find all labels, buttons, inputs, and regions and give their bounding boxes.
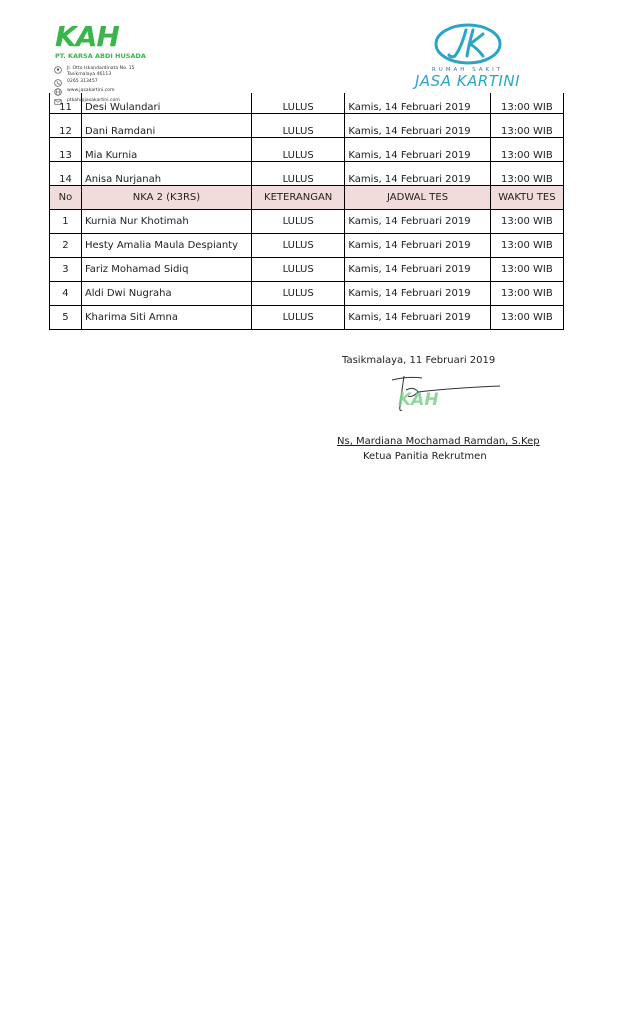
kah-logo-mark: KAH xyxy=(55,20,119,53)
cell-jadwal: Kamis, 14 Februari 2019 xyxy=(345,234,490,258)
cell-no: 11 xyxy=(50,93,82,114)
cell-jadwal: Kamis, 14 Februari 2019 xyxy=(345,282,490,306)
cell-name: Kurnia Nur Khotimah xyxy=(81,210,251,234)
address-line-1: Jl. Otto Iskandardinata No. 15 xyxy=(67,66,135,71)
address-line-2: Tasikmalaya 46113 xyxy=(67,71,112,77)
cell-name: Aldi Dwi Nugraha xyxy=(81,282,251,306)
cell-no: 13 xyxy=(50,138,82,162)
table-row xyxy=(50,234,564,258)
cell-no: 12 xyxy=(50,114,82,138)
table-row xyxy=(50,210,564,234)
header-jadwal: JADWAL TES xyxy=(345,186,490,210)
header-no: No xyxy=(50,186,82,210)
table-row xyxy=(50,282,564,306)
cell-waktu: 13:00 WIB xyxy=(490,210,563,234)
cell-no: 1 xyxy=(50,210,82,234)
cell-name: Dani Ramdani xyxy=(81,114,251,138)
cell-keterangan: LULUS xyxy=(252,258,345,282)
cell-keterangan: LULUS xyxy=(252,306,345,330)
cell-keterangan: LULUS xyxy=(252,138,345,162)
cell-name: Kharima Siti Amna xyxy=(81,306,251,330)
cell-jadwal: Kamis, 14 Februari 2019 xyxy=(345,93,490,114)
cell-keterangan: LULUS xyxy=(252,93,345,114)
cell-waktu: 13:00 WIB xyxy=(490,258,563,282)
cell-jadwal: Kamis, 14 Februari 2019 xyxy=(345,138,490,162)
cell-keterangan: LULUS xyxy=(252,234,345,258)
email[interactable]: ptkah@jasakartini.com xyxy=(67,97,120,103)
table-row xyxy=(50,114,564,138)
cell-name: Hesty Amalia Maula Despianty xyxy=(81,234,251,258)
cell-name: Anisa Nurjanah xyxy=(81,162,251,186)
signature-area xyxy=(362,372,502,432)
table-row xyxy=(50,258,564,282)
cell-keterangan: LULUS xyxy=(252,162,345,186)
cell-name: Fariz Mohamad Sidiq xyxy=(81,258,251,282)
signatory-name: Ns, Mardiana Mochamad Ramdan, S.Kep xyxy=(337,436,540,447)
cell-name: Mia Kurnia xyxy=(81,138,251,162)
cell-waktu: 13:00 WIB xyxy=(490,114,563,138)
cell-keterangan: LULUS xyxy=(252,114,345,138)
jk-emblem-icon xyxy=(433,22,503,66)
table-row xyxy=(50,93,564,114)
contact-address xyxy=(54,66,135,77)
website[interactable]: www.jasakartini.com xyxy=(67,88,115,94)
cell-keterangan: LULUS xyxy=(252,210,345,234)
place-date: Tasikmalaya, 11 Februari 2019 xyxy=(342,355,496,366)
jk-name: JASA KARTINI xyxy=(415,72,520,90)
cell-waktu: 13:00 WIB xyxy=(490,306,563,330)
header-waktu: WAKTU TES xyxy=(490,186,563,210)
cell-waktu: 13:00 WIB xyxy=(490,234,563,258)
phone-icon xyxy=(54,79,62,87)
cell-waktu: 13:00 WIB xyxy=(490,282,563,306)
jasa-kartini-logo xyxy=(400,22,535,89)
cell-jadwal: Kamis, 14 Februari 2019 xyxy=(345,162,490,186)
signatory-title: Ketua Panitia Rekrutmen xyxy=(363,451,487,462)
contact-phone xyxy=(54,79,135,87)
table-row xyxy=(50,162,564,186)
header-keterangan: KETERANGAN xyxy=(252,186,345,210)
cell-jadwal: Kamis, 14 Februari 2019 xyxy=(345,210,490,234)
kah-logo xyxy=(55,22,155,60)
cell-waktu: 13:00 WIB xyxy=(490,138,563,162)
jk-subtitle: RUMAH SAKIT xyxy=(431,67,504,73)
cell-waktu: 13:00 WIB xyxy=(490,162,563,186)
cell-keterangan: LULUS xyxy=(252,282,345,306)
cell-no: 2 xyxy=(50,234,82,258)
company-name: PT. KARSA ABDI HUSADA xyxy=(55,52,146,60)
cell-jadwal: Kamis, 14 Februari 2019 xyxy=(345,306,490,330)
result-table xyxy=(49,93,564,330)
cell-no: 3 xyxy=(50,258,82,282)
cell-name: Desi Wulandari xyxy=(81,93,251,114)
cell-jadwal: Kamis, 14 Februari 2019 xyxy=(345,258,490,282)
table-row xyxy=(50,138,564,162)
cell-no: 5 xyxy=(50,306,82,330)
cell-waktu: 13:00 WIB xyxy=(490,93,563,114)
table-row xyxy=(50,306,564,330)
table-header-row xyxy=(50,186,564,210)
cell-no: 14 xyxy=(50,162,82,186)
phone-number: 0265 313457 xyxy=(67,78,98,84)
header-name: NKA 2 (K3RS) xyxy=(81,186,251,210)
cell-no: 4 xyxy=(50,282,82,306)
cell-jadwal: Kamis, 14 Februari 2019 xyxy=(345,114,490,138)
signature-stamp: KAH xyxy=(398,390,439,410)
location-icon xyxy=(54,66,62,74)
